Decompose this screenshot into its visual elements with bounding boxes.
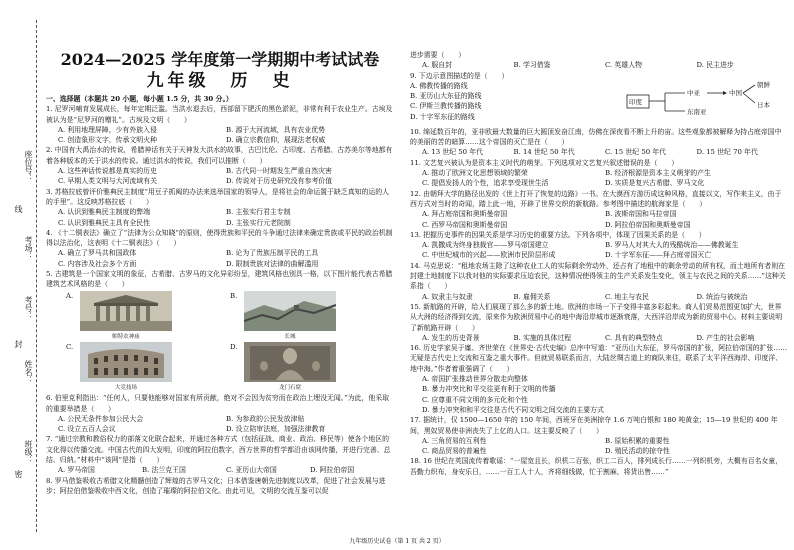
image-option-d: D. 龙门石窟 [230,342,394,392]
question-2: 2. 中国有大禹治水的传说，希腊神话有关于天神发大洪水的故事，古巴比伦、古印度、古希腊、古苏美尔等地都有着各种版本的关于洪水的传说。通过洪水的传说，我们可以推断（ ） [46,146,393,165]
question-8-continued: 进步需要（ ） [410,51,466,59]
question-3: 3. 苏格拉底曾评价雅典民主制度“用豆子抓阄的办法来选举国家的领导人，是将社会的命运置于缺乏真知的运的人的手里”。这反映苏格拉底（ ） [46,187,390,206]
option: B. 暴力冲突比和平交往更有利于文明的传播 [422,385,556,394]
question-10: 10. 绵延数百年的，亚非欧最大数量的巨大圆顶发奋江南，仿佛在深夜看不断上升的宙。这些观象都被解释为持占庭帝国中的美丽的苦的暗算……这个帝国的灭亡是在（ ） [410,127,782,147]
option: C. 商品贸易的普遍性 [422,447,487,456]
option: C. 提倡发扬人的个性，追求享受现世生活 [422,179,549,188]
parthenon-photo [80,291,172,331]
options-16 [410,374,788,415]
option: D. 确立宗教信仰，展现法老权威 [226,136,326,145]
image-caption: 龙门石窟 [278,385,301,392]
question-5: 5. 古建筑是一个国家文明的象征，古希腊、古罗马的文化异彩纷呈，建筑风格也别具一格，以下图片能代表古希腊建筑艺术风格的是（ ） [46,270,393,289]
options-7 [46,465,394,475]
option: A. 这些神话传说都是真实的历史 [58,167,157,176]
node-korea: 朝鲜 [757,80,770,89]
options-14 [410,292,788,302]
image-options-row [46,291,394,341]
exam-title: 2024—2025 学年度第一学期期中考试试卷 [60,50,380,69]
options-6 [46,414,394,435]
option: D. 暴力冲突和和平交往是古代不同文明之间交流的主要方式 [422,405,604,414]
option: D. 设立陪审法庭，加强法律教育 [226,425,326,434]
question-9-block [410,81,788,127]
option: B. 14 世纪 50 年代 [513,148,575,157]
question-16: 16. 历史学家吴于廑、齐世荣在《世界史·古代史编》总序中写道：“亚历山大东征，罗马帝国的扩张，阿拉伯帝国的扩张……无疑是古代史上交流和互鉴之重大事件。但就贸易联系而言，大陆丝绸古道上的商队来往，联系了太平洋西海岸、印度洋、地中海。”作者着重强调了（ ） [410,344,788,373]
question-14: 14. 马克思说：“租地农场主除了这种农业工人的实际剩余劳动外，还占有了地租中的剩余劳动的所有权，而土地所有者则在封建土地制度下以我对他的实际要求压迫农民，这种情况使得领主的生产关系发生变化，领主与农民之间的关系……”这种关系指（ ） [410,261,786,291]
option: B. 古代同一时期发生严重自然灾害 [226,167,332,176]
options-13 [410,240,788,261]
right-column [410,0,788,477]
question-12: 12. 由朝拜大学的路径出发的《世上打开了恢复的边路》一书。在大漠西方游历成这种风格，直接以文，写作来主义，由于西方式对当时的奇闻，踏上此一地，开辟了世界交织的新航路。参考图中描述的航海家是（ ） [410,189,782,208]
option: D. 主张实行元老院制 [226,218,291,227]
options-2 [46,166,394,187]
exam-no-label: 考号： [24,296,33,320]
image-option-b: B. 长城 [230,291,394,341]
image-options-row [46,342,394,392]
name-label: 姓名： [24,360,33,384]
image-caption: 大竞技场 [114,385,137,392]
section-heading: 一、选择题（本题共 20 小题，每小题 1.5 分，共 30 分。） [46,95,233,103]
option: D. 实质是复兴古希腊、罗马文化 [605,179,705,188]
option: B. 经济根源是资本主义萌芽的产生 [605,169,711,178]
option: C. 具有的典型特点 [605,333,663,342]
image-option-c: C. 大竞技场 [66,342,230,392]
question-9: 9. 下边示意图描述的是（ ） [410,71,509,80]
option: B. 实施的具体过程 [513,333,572,342]
node-central-asia: 中亚 [687,88,700,97]
option: A. 发生的历史背景 [422,333,480,342]
option: D. 阿拉伯帝国和奥斯曼帝国 [605,220,691,229]
option: B. 源于大河流域，具有农业优势 [226,125,326,134]
option: C. 伊斯兰教传播的路线 [410,102,482,111]
longmen-grottoes-photo [244,342,336,382]
option: A. 确立了罗马共和国政体 [58,249,137,258]
option: B. 亚历山大东征的路线 [410,92,482,101]
option: C. 内容涉及社会多个方面 [58,259,137,268]
option: A. 公民无条件参加公民大会 [58,414,144,423]
option: B. 原始积累的重要性 [605,436,670,445]
options-10 [410,147,788,157]
question-11: 11. 文艺复兴被认为是资本主义时代的萌芽。下列选项对文艺复兴叙述错误的是（ ） [410,158,679,167]
image-caption: 长城 [284,333,296,340]
question-7: 7. “通过宗教和教俗权力的部落文化联合起来，并通过各种方式（包括征战、商业、政治、移民等）使各个地区的文化得以传播交流。中国古代的四大发明，印度的阿拉伯数字，西方世界的哲学都沿由该网传播，并进行完善、总结、归纳。”材料中“该网”是指（ ） [46,435,391,465]
option: B. 雇佣关系 [513,292,551,301]
option: D. 十字军东征——拜占庭帝国灭亡 [605,251,712,260]
option: D. 殖民活动的掠夺性 [605,447,670,456]
option: D. 限制贵族对法律的曲解滥用 [226,259,319,268]
options-4 [46,248,394,269]
option: B. 波斯帝国和马拉帝国 [605,210,677,219]
question-17: 17. 据统计，仅 1500—1650 年的 150 年间，西班牙在美洲掠夺 1.6 万吨白银和 180 吨黄金；15—19 世纪的 400 年间，黑奴贸易使非洲丧失了上亿的人口。这主要反映了（ ） [410,416,778,435]
option: A. 13 世纪 50 年代 [422,148,484,157]
options-17 [410,436,788,457]
question-15: 15. 新航路的开辟，给人们展现了那么多的新土地。欧洲的市场一下子变得丰富多彩起来。商人们贸易范围更加扩大，世界从大洲的经济得到交流，原来作为欧洲贸易中心的地中海沿岸城市逐渐衰落，大西洋沿岸成为新的贸易中心。材料主要说明了新航路开辟（ ） [410,302,783,332]
options-12 [410,209,788,230]
option: B. 论为了贵族压制平民的工具 [226,249,319,258]
options-8 [410,60,788,70]
option: A. 推动了欧洲文化思想领域的繁荣 [422,169,528,178]
option: C. 早期人类文明与大河流域有关 [58,177,157,186]
seal-char: 线 [14,205,23,213]
option: A. 凯撒成为终身独裁官——罗马帝国建立 [422,241,549,250]
option: B. 为参政的公民发放津贴 [226,414,305,423]
options-11 [410,168,788,189]
option: A. 拜占庭帝国和奥斯曼帝国 [422,210,508,219]
seal-line [36,20,37,532]
option: D. 十字军东征的路线 [410,112,475,121]
option: B. 学习借鉴 [513,61,551,70]
option: C. 地主与农民 [605,292,649,301]
options-1 [46,125,394,146]
option: C. 15 世纪 50 年代 [605,148,667,157]
node-india: 印度 [629,97,642,106]
question-8: 8. 罗马借鉴吸收古希腊文化精髓创造了辉煌的古罗马文化；日本借鉴唐朝先进制度以改革，促进了社会发展与进步；阿拉伯借鉴吸收中西文化，创造了璀璨的阿拉伯文化。由此可见，文明的交流互鉴可以促 [46,476,386,495]
question-6: 6. 伯里克利指出：“任何人，只要他能够对国家有所贡献，绝对不会因为贫穷而在政治上埋没无闻。”为此，他采取的重要举措是（ ） [46,394,390,413]
option: C. 设立五百人会议 [58,425,116,434]
option: C. 中世纪城市的兴起——欧洲市民阶层形成 [422,251,556,260]
option: C. 创造象形文字，传承文明火种 [58,136,157,145]
great-wall-photo [244,291,336,331]
option: A. 奴隶主与奴隶 [422,292,473,301]
question-1: 1. 尼罗河哺育发展成长，每年定期泛滥。当洪水退去后，西部留下肥沃的黑色淤泥，非常有利于农业生产。古埃及被认为是“尼罗河的赠礼”。古埃及文明（ ） [46,105,393,124]
option: D. 民主进步 [696,61,734,70]
option: A. 帝国扩张推动世界分散走向整体 [422,375,528,384]
option: C. 认识到雅典民主具有全民性 [58,218,151,227]
option: A. 三角贸易的互利性 [422,436,487,445]
question-4: 4. 《十二铜表法》确立了“法律为公众知晓”的原则，使得贵族和平民的斗争通过法律来确定贵族或平民的政治机制得以法治化，这表明《十二铜表法》（ ） [46,228,393,248]
binding-margin [0,0,42,550]
option: D. 统治与被统治 [696,292,748,301]
option: B. 法兰克王国 [142,466,186,475]
image-caption: 帕特农神庙 [112,333,140,340]
image-option-a: A. 帕特农神庙 [66,291,230,341]
option: B. 罗马人对其大人的残酷统治——佛教诞生 [605,241,739,250]
room-label: 考场： [24,236,33,260]
page-footer: 九年级历史试卷（第 1 页 共 2 页） [349,538,445,545]
option: D. 传说对于历史研究没有参考价值 [226,177,333,186]
seal-char: 密 [14,470,23,478]
option: A. 利用地理屏障，少有外族入侵 [58,125,157,134]
option: A. 认识到雅典民主制度的弊端 [58,208,151,217]
option: A. 服自封 [422,61,453,70]
node-southeast-asia: 东南亚 [687,107,707,116]
option: D. 阿拉伯帝国 [310,466,355,475]
option: A. 佛教传播的路线 [410,81,468,90]
option: B. 主张实行君主专制 [226,208,291,217]
question-13: 13. 把握历史事件的因果关系是学习历史的重要方法。下列各项中，体现了因果关系的是（ ） [410,230,706,239]
node-china: 中国 [729,88,742,97]
option: A. 罗马帝国 [58,466,95,475]
options-15 [410,333,788,343]
options-3 [46,207,394,228]
exam-subtitle: 九年级 历 史 [146,71,294,91]
colosseum-photo [80,342,172,382]
option: C. 亚历山大帝国 [226,466,277,475]
question-18: 18. 16 世纪在英国流传着歌谣：“一屋宽且长，织机二百张，织工二百人，排列成长行……一列织机旁，大概有百名女童，吾勤力织布，身安乐日，……一百工人十人，齐将细线做，忙于割麻，将货出售……” [410,457,783,476]
option: C. 英雄人物 [605,61,642,70]
seat-label: 座位号： [24,150,33,182]
seal-char: 封 [14,340,23,348]
option: C. 应尊重不同文明的多元化和个性 [422,395,528,404]
node-japan: 日本 [757,100,770,109]
left-column [46,0,394,496]
option: C. 西罗马帝国和奥斯曼帝国 [422,220,508,229]
option: D. 产生的社会影响 [696,333,755,342]
option: D. 15 世纪 70 年代 [696,148,758,157]
class-label: 班级： [24,440,33,464]
